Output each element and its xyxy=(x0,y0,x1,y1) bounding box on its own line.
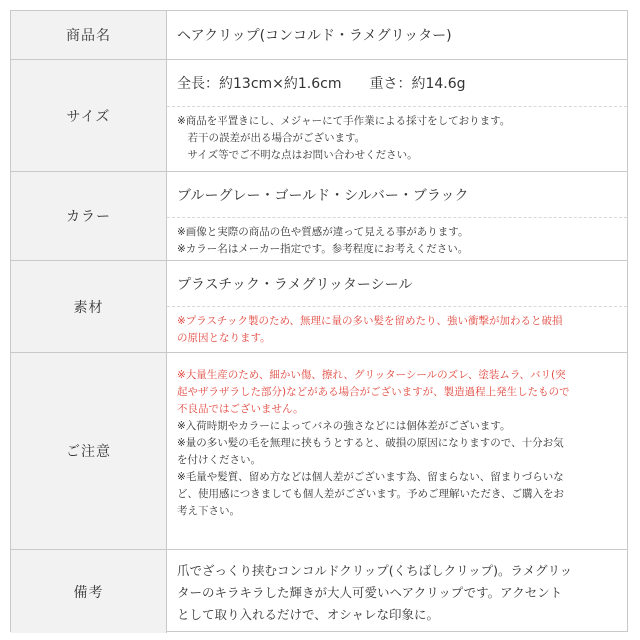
row-color xyxy=(11,171,627,260)
material-warning xyxy=(167,306,627,353)
size-note-line: サイズ等でご不明な点はお問い合わせください。 xyxy=(177,149,418,161)
caution-warning-line: ※大量生産のため、細かい傷、擦れ、グリッターシールのズレ、塗装ムラ、バリ(突 xyxy=(177,369,566,381)
content-caution xyxy=(167,353,627,549)
row-remarks xyxy=(11,549,627,633)
product-name-value: ヘアクリップ(コンコルド・ラメグリッター) xyxy=(177,28,452,44)
label-material: 素材 xyxy=(11,261,167,352)
size-note-line: ※商品を平置きにし、メジャーにて手作業による採寸をしております。 xyxy=(177,115,511,127)
caution-note-line: ※量の多い髪の毛を無理に挟もうとすると、破損の原因になりますので、十分お気 xyxy=(177,437,564,449)
label-remarks: 備考 xyxy=(11,550,167,633)
label-product-name: 商品名 xyxy=(11,11,167,59)
caution-note-line: を付けください。 xyxy=(177,454,261,466)
label-color: カラー xyxy=(11,172,167,260)
caution-warning-line: 不良品ではございません。 xyxy=(177,403,304,415)
content-product-name xyxy=(167,11,627,59)
material-warning-line: ※プラスチック製のため、無理に量の多い髪を留めたり、強い衝撃が加わると破損 xyxy=(177,315,563,327)
remarks-line: として取り入れるだけで、オシャレな印象に。 xyxy=(177,607,440,622)
caution-note-line: ど、使用感につきましても個人差がございます。予めご理解いただき、ご購入をお xyxy=(177,488,565,500)
size-note-line: 若干の誤差が出る場合がございます。 xyxy=(177,132,366,144)
caution-note-line: ※入荷時期やカラーによってバネの強さなどには個体差がございます。 xyxy=(177,420,511,432)
remarks-text xyxy=(167,554,627,632)
label-caution: ご注意 xyxy=(11,353,167,549)
caution-note-line: ※毛量や髪質、留め方などは個人差がございます為、留まらない、留まりづらいな xyxy=(177,471,564,483)
size-notes xyxy=(167,106,627,172)
size-weight: 重さ：約14.6g xyxy=(369,76,466,92)
row-product-name xyxy=(11,11,627,59)
product-spec-table xyxy=(10,10,628,632)
color-value: ブルーグレー・ゴールド・シルバー・ブラック xyxy=(177,187,469,204)
size-values xyxy=(167,60,627,106)
caution-note-line: 考え下さい。 xyxy=(177,505,240,517)
row-size xyxy=(11,59,627,171)
row-material xyxy=(11,260,627,352)
remarks-line: 爪でざっくり挟むコンコルドクリップ(くちばしクリップ)。ラメグリッ xyxy=(177,563,573,578)
caution-notes xyxy=(167,361,627,546)
size-length: 全長：約13cm×約1.6cm xyxy=(177,76,342,92)
remarks-line: ターのキラキラした輝きが大人可愛いヘアクリップです。アクセント xyxy=(177,585,563,600)
content-size xyxy=(167,60,627,171)
color-note-line: ※画像と実際の商品の色や質感が違って見える事があります。 xyxy=(177,226,469,238)
caution-warning-line: 起やザラザラした部分)などがある場合がございますが、製造過程上発生したもので xyxy=(177,386,570,398)
color-note-line: ※カラー名はメーカー指定です。参考程度にお考えください。 xyxy=(177,243,469,255)
content-material xyxy=(167,261,627,352)
material-value: プラスチック・ラメグリッターシール xyxy=(177,276,413,293)
row-caution xyxy=(11,352,627,549)
color-notes xyxy=(167,217,627,261)
content-color xyxy=(167,172,627,260)
content-remarks xyxy=(167,550,627,633)
label-size: サイズ xyxy=(11,60,167,171)
material-warning-line: の原因となります。 xyxy=(177,332,271,344)
